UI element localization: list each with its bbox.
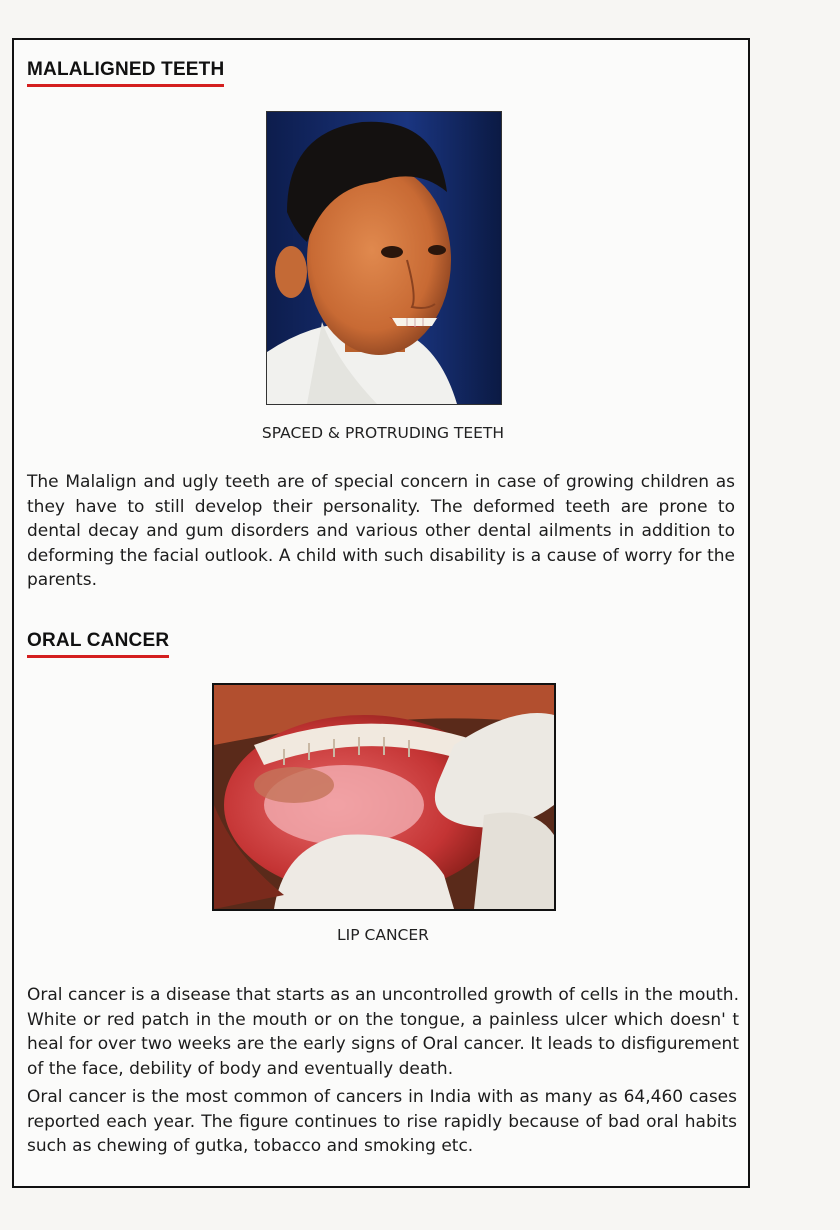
page-frame	[12, 38, 750, 1188]
section-heading-malaligned-teeth: MALALIGNED TEETH	[27, 58, 224, 87]
body-paragraph: Oral cancer is the most common of cancers in India with as many as 64,460 cases reported each year. The figure continues to rise rapidly because of bad oral habits such as chewing of gutka, tobacco and smoking etc.	[27, 1087, 737, 1156]
section-heading-oral-cancer: ORAL CANCER	[27, 629, 169, 658]
photo-caption: SPACED & PROTRUDING TEETH	[261, 424, 505, 442]
body-paragraph: The Malalign and ugly teeth are of special concern in case of growing children as they have to still develop their personality. The deformed teeth are prone to dental decay and gum disorders and various other dental ailments in addition to deforming the facial outlook. A child with such disability is a cause of worry for the parents.	[27, 472, 735, 590]
body-paragraph: Oral cancer is a disease that starts as an uncontrolled growth of cells in the mouth. White or red patch in the mouth or on the tongue, a painless ulcer which doesn' t heal for over two weeks are the early signs of Oral cancer. It leads to disfigurement of the face, debility of body and eventually death.	[27, 985, 739, 1079]
child-smile-photo	[266, 111, 502, 405]
lip-cancer-photo	[212, 683, 556, 911]
photo-caption: LIP CANCER	[337, 926, 429, 944]
